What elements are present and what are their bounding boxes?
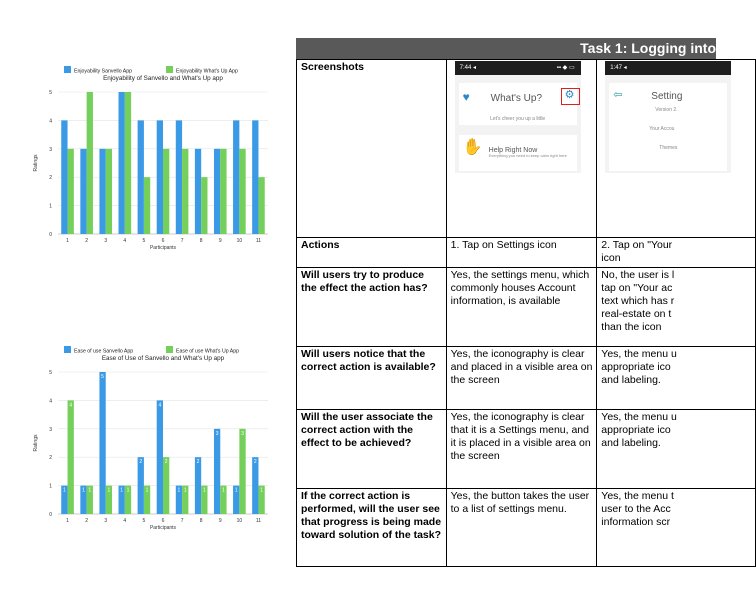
- x-axis-label: Participants: [149, 525, 177, 531]
- bar: [182, 149, 188, 234]
- x-tick-label: 5: [142, 238, 146, 244]
- legend-label: Enjoyability Sanvello App: [74, 68, 132, 75]
- themes-item[interactable]: Themes: [659, 145, 678, 151]
- task-header: [296, 38, 716, 59]
- x-tick-label: 9: [218, 518, 222, 524]
- bar: [239, 149, 245, 234]
- task-title: Task 1: Logging into: [580, 40, 716, 56]
- legend-swatch: [166, 66, 173, 73]
- x-tick-label: 11: [255, 238, 262, 244]
- data-label: 1: [63, 487, 66, 494]
- data-label: 2: [139, 459, 143, 466]
- bar: [176, 120, 182, 234]
- y-tick-label: 1: [49, 483, 52, 490]
- y-tick-label: 5: [49, 370, 52, 376]
- chart-title: Ease of Use of Sanvello and What's Up app: [101, 355, 225, 362]
- enjoyability-chart: [28, 62, 274, 251]
- row-label-q1: Will users try to produce the effect the action has?: [297, 268, 447, 347]
- y-tick-label: 0: [49, 512, 52, 518]
- settings-title: Setting: [651, 91, 683, 102]
- data-label: 1: [260, 487, 263, 494]
- bar: [99, 372, 105, 514]
- settings-icon[interactable]: ⚙: [564, 89, 575, 101]
- data-label: 4: [158, 402, 162, 409]
- bar: [252, 457, 258, 514]
- app-tagline: Let's cheer you up a little: [490, 116, 546, 122]
- y-tick-label: 2: [49, 455, 52, 462]
- bar: [220, 149, 226, 234]
- legend-label: Ease of use Sanvello App: [74, 348, 134, 355]
- x-tick-label: 1: [66, 238, 69, 244]
- bar: [68, 149, 74, 234]
- bar: [125, 92, 131, 234]
- data-label: 1: [234, 487, 238, 494]
- answer-1-q2: Yes, the iconography is clear and placed in a visible area on the screen: [446, 347, 597, 410]
- x-tick-label: 9: [218, 238, 222, 244]
- bar: [252, 120, 258, 234]
- x-tick-label: 10: [236, 518, 243, 524]
- phone-screenshot-settings: [605, 61, 731, 173]
- y-tick-label: 3: [49, 426, 52, 433]
- settings-screen: [609, 83, 727, 171]
- legend-label: Ease of use What's Up App: [176, 348, 239, 355]
- x-tick-label: 6: [161, 238, 165, 244]
- row-label-q2: Will users notice that the correct action is available?: [297, 347, 447, 410]
- row-label-q4: If the correct action is performed, will the user see that progress is being made toward solution of the task?: [297, 489, 447, 567]
- chart-title: Enjoyability of Sanvello and What's Up app: [103, 75, 223, 82]
- bar: [87, 92, 93, 234]
- data-label: 3: [241, 430, 244, 437]
- x-tick-label: 4: [123, 518, 127, 524]
- bar: [214, 429, 220, 514]
- row-label-screenshots: Screenshots: [297, 60, 447, 238]
- answer-2-q1: No, the user is l tap on "Your ac text which has r real-estate on t than the icon: [597, 268, 756, 347]
- bar: [233, 120, 239, 234]
- bar: [258, 177, 264, 234]
- data-label: 1: [202, 487, 206, 494]
- x-tick-label: 10: [236, 238, 243, 244]
- x-tick-label: 5: [142, 518, 146, 524]
- app-title: What's Up?: [490, 93, 543, 104]
- data-label: 1: [126, 487, 130, 494]
- row-label-q3: Will the user associate the correct action with the effect to be achieved?: [297, 410, 447, 489]
- bar: [157, 120, 163, 234]
- ease-of-use-chart: [28, 342, 274, 531]
- data-label: 4: [69, 402, 73, 409]
- x-tick-label: 1: [66, 518, 69, 524]
- answer-1-q1: Yes, the settings menu, which commonly houses Account information, is available: [446, 268, 597, 347]
- heart-icon: ♥: [462, 90, 470, 104]
- bar: [195, 149, 201, 234]
- legend-label: Enjoyability What's Up App: [176, 68, 238, 75]
- x-tick-label: 2: [85, 518, 89, 524]
- data-label: 2: [196, 459, 200, 466]
- y-tick-label: 0: [49, 232, 52, 238]
- answer-2-q3: Yes, the menu u appropriate ico and labeling.: [597, 410, 756, 489]
- data-label: 2: [253, 459, 257, 466]
- x-tick-label: 7: [180, 238, 184, 244]
- y-tick-label: 1: [49, 203, 52, 210]
- y-axis-label: Ratings: [33, 434, 39, 452]
- data-label: 1: [183, 487, 187, 494]
- x-axis-label: Participants: [149, 245, 177, 251]
- data-label: 2: [164, 459, 168, 466]
- status-icons: ▪▪ ◆ ▭: [556, 65, 575, 71]
- bar: [239, 429, 245, 514]
- x-tick-label: 3: [104, 518, 108, 524]
- bar: [157, 400, 163, 514]
- help-right-now-card[interactable]: [459, 135, 577, 171]
- y-tick-label: 5: [49, 90, 52, 96]
- x-tick-label: 8: [199, 238, 203, 244]
- y-tick-label: 4: [49, 118, 52, 125]
- data-label: 1: [145, 487, 149, 494]
- your-account-item[interactable]: Your Accou: [649, 126, 675, 132]
- x-tick-label: 8: [199, 518, 203, 524]
- bar: [163, 457, 169, 514]
- bar: [106, 149, 112, 234]
- data-label: 1: [107, 487, 111, 494]
- bar: [138, 457, 144, 514]
- task-walkthrough-table: [296, 38, 716, 562]
- version-text: Version 2.: [655, 107, 678, 113]
- x-tick-label: 4: [123, 238, 127, 244]
- data-label: 1: [222, 487, 225, 494]
- bar: [80, 149, 86, 234]
- data-label: 1: [120, 487, 124, 494]
- answer-2-q4: Yes, the menu t user to the Acc information scr: [597, 489, 756, 567]
- legend-swatch: [64, 66, 71, 73]
- data-label: 1: [177, 487, 181, 494]
- bar: [68, 400, 74, 514]
- answer-1-q3: Yes, the iconography is clear that it is a Settings menu, and it is placed in a visible area on the screen: [446, 410, 597, 489]
- data-label: 5: [101, 374, 104, 380]
- x-tick-label: 6: [161, 518, 165, 524]
- x-tick-label: 2: [85, 238, 89, 244]
- status-time-2: 1:47 ◂: [610, 65, 627, 71]
- answer-1-q4: Yes, the button takes the user to a list of settings menu.: [446, 489, 597, 567]
- data-label: 3: [215, 430, 219, 437]
- screenshot-cell-2: [597, 60, 756, 238]
- bar: [61, 120, 67, 234]
- bar: [144, 177, 150, 234]
- help-title: Help Right Now: [488, 147, 538, 154]
- app-header-card: [459, 83, 577, 125]
- legend-swatch: [64, 346, 71, 353]
- cognitive-walkthrough-table: [296, 59, 756, 567]
- bar: [163, 149, 169, 234]
- status-time: 7:44 ◂: [459, 65, 476, 71]
- bar: [201, 177, 207, 234]
- x-tick-label: 7: [180, 518, 184, 524]
- screenshot-cell-1: [446, 60, 597, 238]
- x-tick-label: 11: [255, 518, 262, 524]
- back-icon[interactable]: ⇦: [613, 89, 623, 101]
- bar: [99, 149, 105, 234]
- action-2: 2. Tap on "Your icon: [597, 238, 756, 268]
- help-subtitle: Everything you need to keep calm right here: [488, 153, 567, 158]
- action-1: 1. Tap on Settings icon: [446, 238, 597, 268]
- x-tick-label: 3: [104, 238, 108, 244]
- answer-2-q2: Yes, the menu u appropriate ico and labeling.: [597, 347, 756, 410]
- data-label: 1: [82, 487, 85, 494]
- legend-swatch: [166, 346, 173, 353]
- bar: [119, 92, 125, 234]
- phone-screenshot-whats-up: [455, 61, 581, 173]
- y-tick-label: 4: [49, 398, 52, 405]
- bar: [195, 457, 201, 514]
- bar: [138, 120, 144, 234]
- data-label: 1: [88, 487, 92, 494]
- bar: [214, 149, 220, 234]
- y-tick-label: 3: [49, 146, 52, 153]
- y-tick-label: 2: [49, 175, 52, 182]
- hand-icon: ✋: [462, 139, 483, 156]
- row-label-actions: Actions: [297, 238, 447, 268]
- y-axis-label: Ratings: [33, 154, 39, 172]
